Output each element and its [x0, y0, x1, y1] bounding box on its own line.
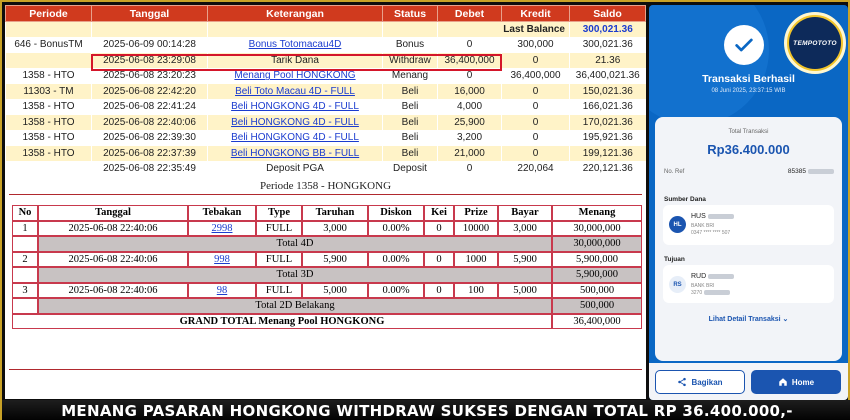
dest-account-wrap [691, 290, 730, 296]
row-periode: 1358 - HTO [6, 130, 92, 146]
row-saldo: 21.36 [570, 53, 646, 69]
source-label: Sumber Dana [664, 196, 706, 203]
row-status: Beli [383, 146, 438, 162]
title-divider [9, 194, 642, 195]
cell-taruhan: 5,000 [302, 283, 368, 299]
col-bayar: Bayar [498, 205, 552, 221]
col-type: Type [256, 205, 302, 221]
ledger-row [6, 130, 646, 146]
row-saldo: 36,400,021.36 [570, 68, 646, 84]
transaction-ledger [5, 5, 646, 175]
redacted-blur [808, 169, 834, 174]
col-tanggal: Tanggal [92, 6, 208, 22]
cell-menang: 500,000 [552, 283, 642, 299]
row-periode: 1358 - HTO [6, 115, 92, 131]
ledger-row [6, 68, 646, 84]
bottom-divider [9, 369, 642, 370]
row-kredit: 0 [502, 84, 570, 100]
cell-prize: 1000 [454, 252, 498, 268]
col-no: No [12, 205, 38, 221]
cell-bayar: 3,000 [498, 221, 552, 237]
row-kredit: 300,000 [502, 37, 570, 53]
receipt-card [655, 117, 842, 361]
row-keterangan-link[interactable]: Beli HONGKONG 4D - FULL [231, 101, 359, 113]
tebakan-link[interactable]: 2998 [211, 222, 233, 234]
row-kredit: 0 [502, 53, 570, 69]
col-periode: Periode [6, 6, 92, 22]
row-keterangan-link[interactable]: Beli Toto Macau 4D - FULL [235, 85, 355, 97]
success-title: Transaksi Berhasil [702, 73, 795, 85]
home-label: Home [791, 377, 815, 387]
redacted-blur [704, 290, 730, 295]
row-periode: 11303 - TM [6, 84, 92, 100]
col-status: Status [383, 6, 438, 22]
cell-kei: 0 [424, 252, 454, 268]
period-title: Periode 1358 - HONGKONG [259, 180, 392, 192]
ledger-row [6, 161, 646, 177]
cell-no: 3 [12, 283, 38, 299]
row-status: Beli [383, 99, 438, 115]
subtotal-row [12, 236, 642, 252]
cell-kei: 0 [424, 283, 454, 299]
cell-bayar: 5,900 [498, 252, 552, 268]
row-saldo: 199,121.36 [570, 146, 646, 162]
promo-banner: MENANG PASARAN HONGKONG WITHDRAW SUKSES DENGAN TOTAL RP 36.400.000,- [2, 400, 850, 420]
cell-prize: 100 [454, 283, 498, 299]
row-status: Beli [383, 115, 438, 131]
row-kredit: 0 [502, 146, 570, 162]
row-tanggal: 2025-06-08 22:40:06 [92, 115, 208, 131]
ref-number: 85385 [787, 168, 806, 175]
dest-bank: BANK BRI [691, 283, 715, 289]
row-keterangan-link[interactable]: Beli HONGKONG 4D - FULL [231, 116, 359, 128]
cell-taruhan: 5,900 [302, 252, 368, 268]
ledger-row-withdraw [6, 53, 646, 69]
cell-tanggal: 2025-06-08 22:40:06 [38, 252, 188, 268]
cell-diskon: 0.00% [368, 252, 424, 268]
action-bar [649, 363, 848, 400]
cell-type: FULL [256, 283, 302, 299]
row-saldo: 220,121.36 [570, 161, 646, 177]
col-tanggal: Tanggal [38, 205, 188, 221]
row-debet: 36,400,000 [438, 53, 502, 69]
source-avatar: HL [669, 216, 686, 233]
brand-logo-text: TEMPOTOTO [789, 17, 841, 69]
row-status: Deposit [383, 161, 438, 177]
decorative-circle [649, 5, 769, 125]
col-kredit: Kredit [502, 6, 570, 22]
cell-diskon: 0.00% [368, 283, 424, 299]
cell-bayar: 5,000 [498, 283, 552, 299]
view-detail-label: Lihat Detail Transaksi [708, 316, 781, 323]
cell-no: 1 [12, 221, 38, 237]
winning-row [12, 221, 642, 237]
row-keterangan-link[interactable]: Bonus Totomacau4D [248, 39, 342, 51]
home-button[interactable] [751, 370, 841, 394]
winning-table [12, 205, 642, 329]
subtotal-row [12, 267, 642, 283]
subtotal-label: Total 3D [38, 267, 552, 283]
success-date: 08 Juni 2025, 23:37:15 WIB [711, 88, 786, 94]
view-detail-link[interactable] [655, 315, 842, 323]
subtotal-value: 5,900,000 [552, 267, 642, 283]
row-saldo: 300,021.36 [570, 37, 646, 53]
ledger-row [6, 115, 646, 131]
grand-total-value: 36,400,000 [552, 314, 642, 330]
row-debet: 0 [438, 68, 502, 84]
col-keterangan: Keterangan [208, 6, 383, 22]
row-tanggal: 2025-06-08 23:29:08 [92, 53, 208, 69]
row-keterangan: Deposit PGA [208, 161, 383, 177]
row-status: Menang [383, 68, 438, 84]
winning-row [12, 283, 642, 299]
row-periode [6, 161, 92, 177]
subtotal-value: 30,000,000 [552, 236, 642, 252]
cell-menang: 30,000,000 [552, 221, 642, 237]
tebakan-link[interactable]: 98 [216, 284, 228, 296]
source-account: 0347 **** **** 507 [691, 230, 731, 236]
dest-label: Tujuan [664, 256, 685, 263]
source-account-box [663, 205, 834, 245]
row-periode: 1358 - HTO [6, 68, 92, 84]
row-keterangan-link[interactable]: Beli HONGKONG 4D - FULL [231, 132, 359, 144]
row-status: Beli [383, 84, 438, 100]
ledger-row [6, 37, 646, 53]
row-tanggal: 2025-06-08 22:35:49 [92, 161, 208, 177]
row-debet: 25,900 [438, 115, 502, 131]
grand-total-row [12, 314, 642, 330]
cell-taruhan: 3,000 [302, 221, 368, 237]
dest-account-box [663, 265, 834, 303]
share-label: Bagikan [691, 377, 723, 387]
col-tebakan: Tebakan [188, 205, 256, 221]
row-debet: 4,000 [438, 99, 502, 115]
row-keterangan-link[interactable]: Menang Pool HONGKONG [234, 70, 356, 82]
share-button[interactable] [655, 370, 745, 394]
row-saldo: 166,021.36 [570, 99, 646, 115]
row-debet: 21,000 [438, 146, 502, 162]
row-debet: 16,000 [438, 84, 502, 100]
dest-avatar: RS [669, 276, 686, 293]
col-saldo: Saldo [570, 6, 646, 22]
subtotal-label: Total 4D [38, 236, 552, 252]
winning-detail-panel [5, 177, 646, 399]
redacted-blur [708, 274, 734, 279]
row-tanggal: 2025-06-08 22:41:24 [92, 99, 208, 115]
row-tanggal: 2025-06-08 22:37:39 [92, 146, 208, 162]
subtotal-row [12, 298, 642, 314]
redacted-blur [708, 214, 734, 219]
col-debet: Debet [438, 6, 502, 22]
row-tanggal: 2025-06-08 22:39:30 [92, 130, 208, 146]
success-check-icon [724, 25, 764, 65]
row-periode: 646 - BonusTM [6, 37, 92, 53]
row-periode: 1358 - HTO [6, 146, 92, 162]
row-saldo: 195,921.36 [570, 130, 646, 146]
row-status: Bonus [383, 37, 438, 53]
col-prize: Prize [454, 205, 498, 221]
cell-tanggal: 2025-06-08 22:40:06 [38, 283, 188, 299]
cell-type: FULL [256, 252, 302, 268]
cell-no: 2 [12, 252, 38, 268]
row-periode: 1358 - HTO [6, 99, 92, 115]
cell-menang: 5,900,000 [552, 252, 642, 268]
row-debet: 0 [438, 161, 502, 177]
ledger-table [5, 5, 646, 177]
row-saldo: 170,021.36 [570, 115, 646, 131]
col-taruhan: Taruhan [302, 205, 368, 221]
row-keterangan-link[interactable]: Beli HONGKONG BB - FULL [230, 147, 360, 159]
row-periode [6, 53, 92, 69]
ledger-row [6, 99, 646, 115]
source-name: HUS [691, 213, 706, 220]
ref-value [788, 168, 834, 175]
tebakan-link[interactable]: 998 [214, 253, 230, 265]
row-tanggal: 2025-06-08 23:20:23 [92, 68, 208, 84]
subtotal-label: Total 2D Belakang [38, 298, 552, 314]
row-kredit: 0 [502, 115, 570, 131]
ledger-row [6, 146, 646, 162]
col-diskon: Diskon [368, 205, 424, 221]
transfer-receipt-phone [649, 5, 848, 400]
row-debet: 0 [438, 37, 502, 53]
source-bank: BANK BRI [691, 223, 715, 229]
row-debet: 3,200 [438, 130, 502, 146]
brand-logo [784, 12, 846, 74]
last-balance-row [6, 22, 646, 38]
winning-header-row [12, 205, 642, 221]
winning-row [12, 252, 642, 268]
row-keterangan: Tarik Dana [208, 53, 383, 69]
total-label: Total Transaksi [728, 129, 769, 135]
dest-account: 3270 [691, 290, 703, 296]
col-menang: Menang [552, 205, 642, 221]
ledger-row [6, 84, 646, 100]
cell-type: FULL [256, 221, 302, 237]
ref-label: No. Ref [664, 169, 685, 175]
cell-diskon: 0.00% [368, 221, 424, 237]
source-name-wrap [691, 213, 734, 220]
cell-prize: 10000 [454, 221, 498, 237]
row-kredit: 0 [502, 130, 570, 146]
last-balance-label: Last Balance [438, 22, 570, 38]
row-status: Beli [383, 130, 438, 146]
row-kredit: 220,064 [502, 161, 570, 177]
row-kredit: 0 [502, 99, 570, 115]
last-balance-value: 300,021.36 [570, 22, 646, 38]
total-amount: Rp36.400.000 [707, 142, 790, 157]
dest-name: RUD [691, 273, 707, 280]
row-tanggal: 2025-06-09 00:14:28 [92, 37, 208, 53]
col-kei: Kei [424, 205, 454, 221]
row-saldo: 150,021.36 [570, 84, 646, 100]
home-icon [778, 377, 788, 387]
row-tanggal: 2025-06-08 22:42:20 [92, 84, 208, 100]
dest-name-wrap [691, 273, 734, 280]
row-kredit: 36,400,000 [502, 68, 570, 84]
row-status: Withdraw [383, 53, 438, 69]
ledger-header-row [6, 6, 646, 22]
chevron-down-icon: ⌄ [782, 316, 789, 323]
grand-total-label: GRAND TOTAL Menang Pool HONGKONG [12, 314, 552, 330]
cell-tanggal: 2025-06-08 22:40:06 [38, 221, 188, 237]
cell-kei: 0 [424, 221, 454, 237]
subtotal-value: 500,000 [552, 298, 642, 314]
share-icon [677, 377, 687, 387]
